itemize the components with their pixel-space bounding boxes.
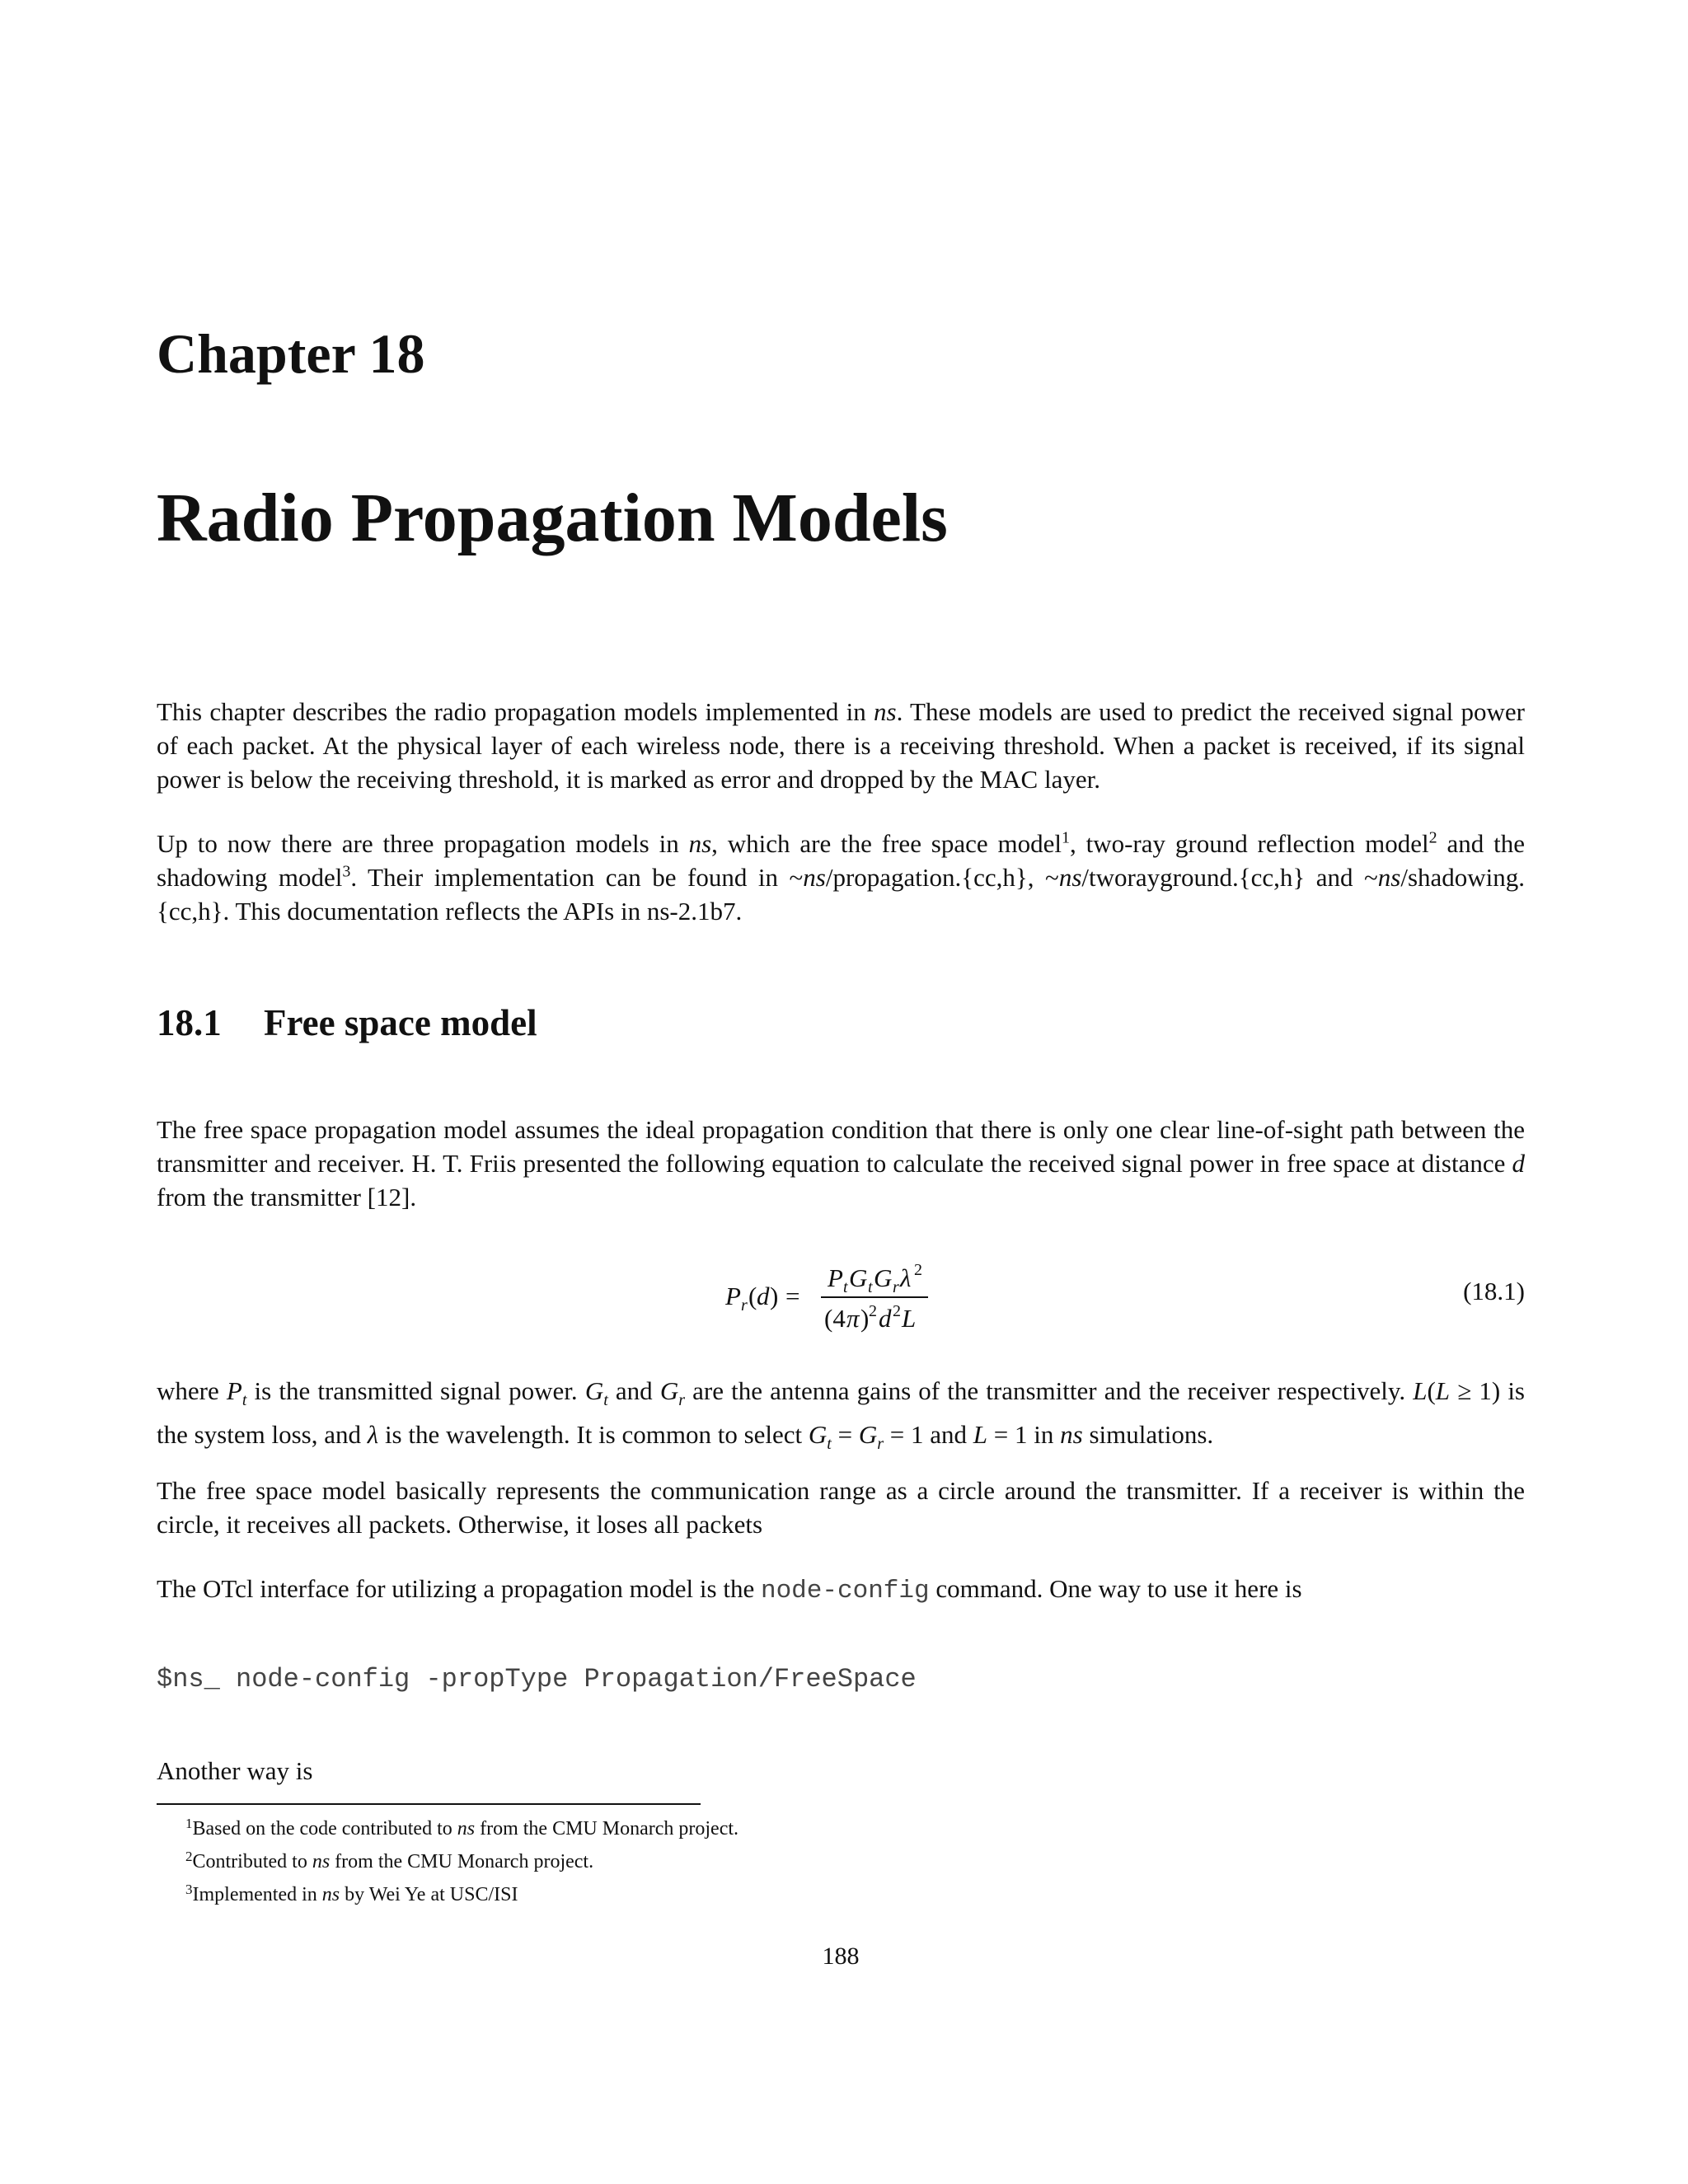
svg-text:t: t bbox=[868, 1278, 873, 1296]
svg-text:π: π bbox=[846, 1304, 860, 1333]
svg-text:=: = bbox=[785, 1282, 800, 1310]
svg-text:2: 2 bbox=[869, 1302, 877, 1320]
svg-text:G: G bbox=[874, 1263, 893, 1292]
svg-text:L: L bbox=[902, 1304, 917, 1333]
svg-text:2: 2 bbox=[893, 1302, 901, 1320]
equation-number: (18.1) bbox=[1463, 1277, 1525, 1305]
section-paragraph-1: The free space propagation model assumes the ideal propagation condition that there is only one clear line-of-sight path between the transmitter and receiver. H. T. Friis presented the following equation to calculate the received signal power in free space at distance d from the transmitter [12]. bbox=[157, 1115, 1525, 1212]
svg-text:d: d bbox=[879, 1304, 892, 1333]
svg-text:d: d bbox=[757, 1282, 770, 1310]
section-heading bbox=[157, 1001, 537, 1044]
svg-text:r: r bbox=[893, 1278, 899, 1296]
footnote-ref-2: 2 bbox=[1428, 828, 1437, 847]
page-number: 188 bbox=[822, 1943, 860, 1970]
footnote-1: $^1$Based on the code contributed to ns from the CMU Monarch project. bbox=[185, 1816, 739, 1840]
svg-text:G: G bbox=[849, 1263, 868, 1292]
section-paragraph-3: The free space model basically represents the communication range as a circle around the transmitter. If a receiver is within the circle, it receives all packets. Otherwise, it loses all packets bbox=[157, 1476, 1525, 1539]
section-paragraph-2: where $P_t$ is the transmitted signal power. $G_t$ and $G_r$ are the antenna gains of the transmitter and the receiver respectively. L(L ≥ 1) is the system loss, and λ is the wavelength. It is common to select $G_t = G_r = 1$ and L = 1 in ns simulations. bbox=[157, 1376, 1525, 1454]
code-line: $ns_ node-config -propType Propagation/FreeSpace bbox=[157, 1664, 917, 1694]
svg-text:): ) bbox=[770, 1282, 779, 1310]
svg-text:P: P bbox=[725, 1282, 741, 1310]
svg-text:(: ( bbox=[748, 1282, 757, 1310]
chapter-title: Radio Propagation Models bbox=[157, 480, 948, 556]
footnote-ref-1: 1 bbox=[1062, 828, 1070, 847]
footnotes bbox=[185, 1810, 738, 1909]
footnote-3: $^3$Implemented in ns by Wei Ye at USC/ISI bbox=[185, 1882, 518, 1905]
friis-equation bbox=[725, 1257, 1137, 1335]
section-number: 18.1 bbox=[157, 1002, 222, 1043]
equation-block bbox=[157, 1257, 1525, 1335]
svg-text:): ) bbox=[860, 1304, 870, 1333]
svg-text:r: r bbox=[741, 1296, 748, 1315]
svg-text:P: P bbox=[828, 1263, 843, 1292]
section-paragraph-4: The OTcl interface for utilizing a propagation model is the node-config command. One way to use it here is bbox=[157, 1574, 1302, 1605]
section-title: Free space model bbox=[264, 1002, 537, 1043]
svg-text:(4: (4 bbox=[824, 1304, 846, 1333]
svg-text:2: 2 bbox=[914, 1261, 922, 1279]
footnote-2: $^2$Contributed to ns from the CMU Monarch project. bbox=[185, 1849, 594, 1872]
footnote-divider bbox=[157, 1803, 701, 1805]
svg-text:λ: λ bbox=[900, 1263, 912, 1292]
intro-paragraph-1: This chapter describes the radio propagation models implemented in ns. These models are used to predict the received signal power of each packet. At the physical layer of each wireless node, there is a receiving threshold. When a packet is received, if its signal power is below the receiving threshold, it is marked as error and dropped by the MAC layer. bbox=[157, 697, 1526, 794]
footnote-ref-3: 3 bbox=[342, 862, 351, 881]
svg-text:t: t bbox=[843, 1278, 848, 1296]
chapter-label: Chapter 18 bbox=[157, 322, 425, 385]
intro-paragraph-2: Up to now there are three propagation models in ns, which are the free space model$^1$, two-ray ground reflection model$^2$ and the shadowing model$^3$. Their implementation can be found in ~ns/propagation.{cc,h}, ~ns/tworayground.{cc,h} and ~ns/shadowing.{cc,h}. This documentation reflects the APIs in ns-2.1b7. bbox=[157, 828, 1526, 926]
inline-code: node-config bbox=[760, 1577, 930, 1605]
section-paragraph-5: Another way is bbox=[157, 1756, 313, 1785]
